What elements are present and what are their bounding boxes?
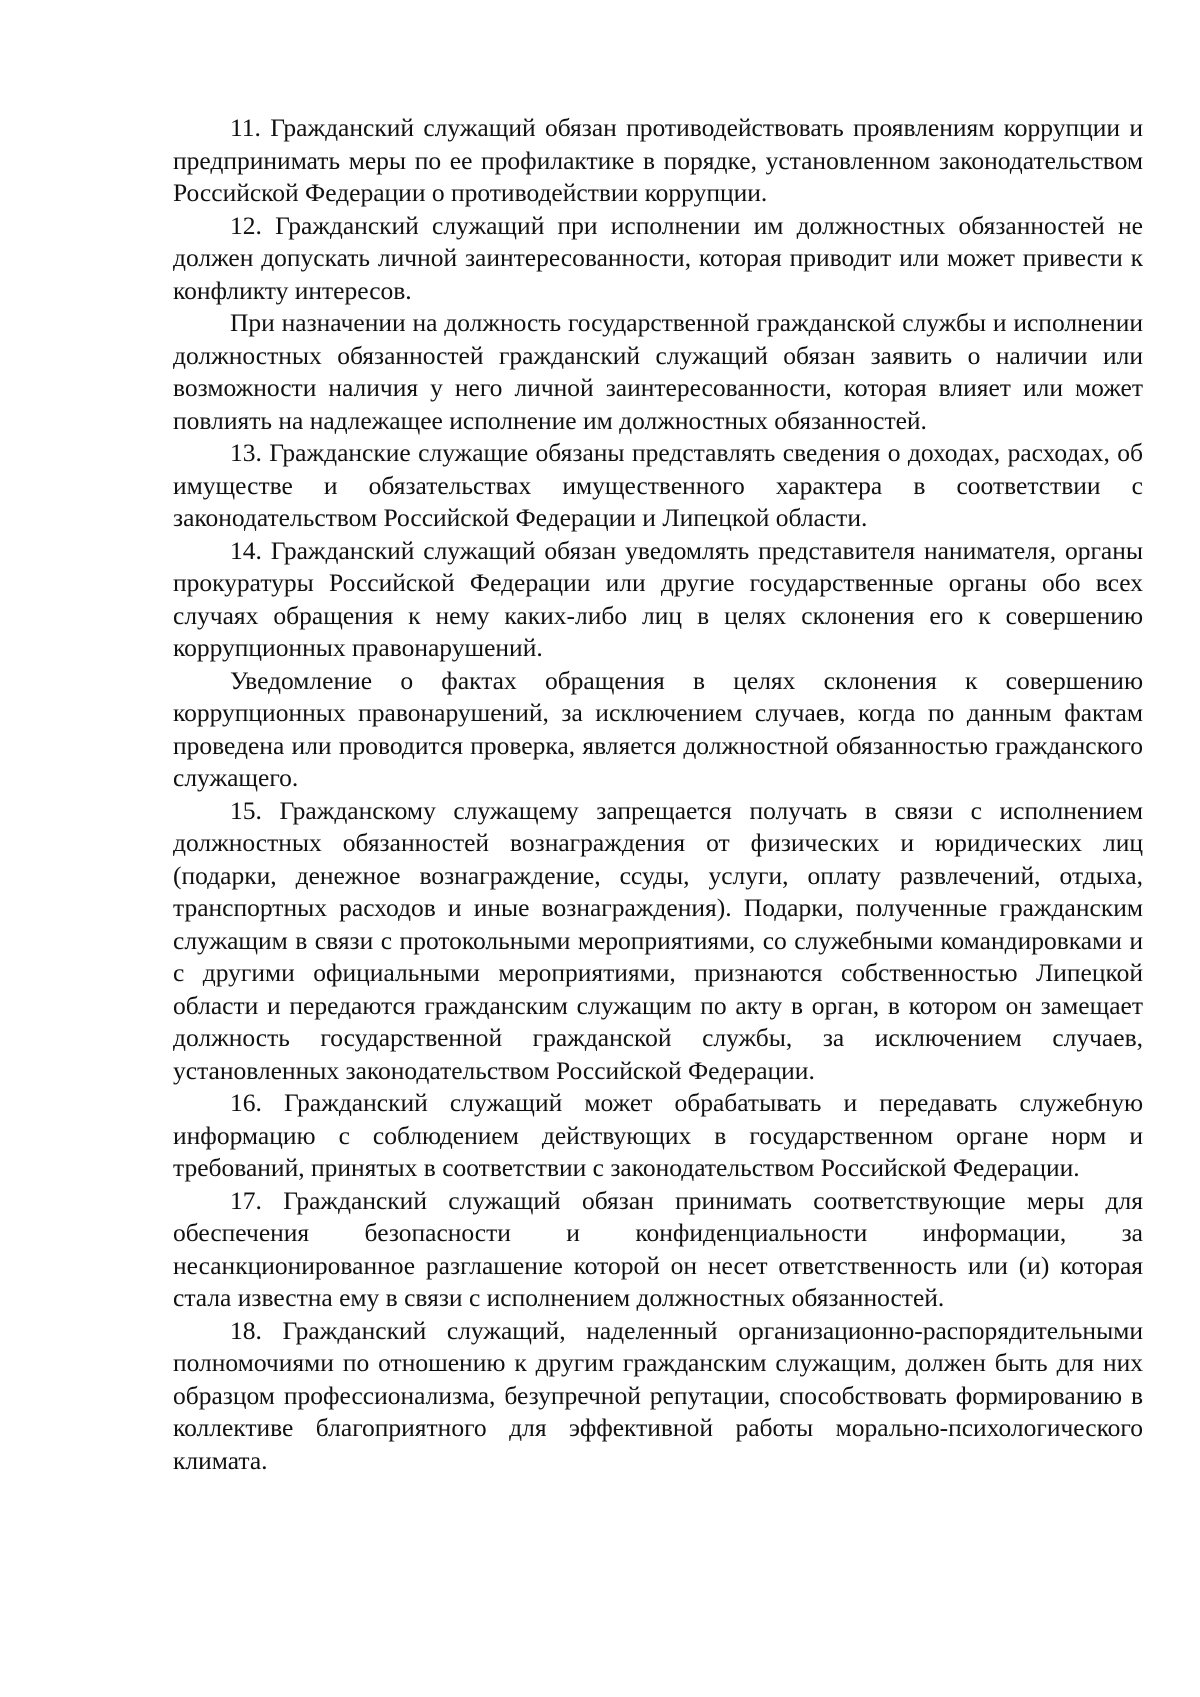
paragraph-11: 11. Гражданский служащий обязан противодействовать проявлениям коррупции и предпринимать меры по ее профилактике в порядке, установленном законодательством Российской Федерации о противодействии коррупции. [173, 113, 1143, 207]
paragraph-15: 15. Гражданскому служащему запрещается получать в связи с исполнением должностных обязанностей вознаграждения от физических и юридических лиц (подарки, денежное вознаграждение, ссуды, услуги, оплату развлечений, отдыха, транспортных расходов и иные вознаграждения). Подарки, полученные гражданским служащим в связи с протокольными мероприятиями, со служебными командировками и с другими официальными мероприятиями, признаются собственностью Липецкой области и передаются гражданским служащим по акту в орган, в котором он замещает должность государственной гражданской службы, за исключением случаев, установленных законодательством Российской Федерации. [173, 795, 1143, 1085]
paragraph-12: 12. Гражданский служащий при исполнении им должностных обязанностей не должен допускать личной заинтересованности, которая приводит или может привести к конфликту интересов. [173, 210, 1143, 305]
paragraph-13: 13. Гражданские служащие обязаны представлять сведения о доходах, расходах, об имуществе и обязательствах имущественного характера в соответствии с законодательством Российской Федерации и Липецкой области. [173, 438, 1143, 532]
paragraph-14-notification: Уведомление о фактах обращения в целях склонения к совершению коррупционных правонарушений, за исключением случаев, когда по данным фактам проведена или проводится проверка, является должностной обязанностью гражданского служащего. [173, 665, 1143, 792]
paragraph-18: 18. Гражданский служащий, наделенный организационно-распорядительными полномочиями по отношению к другим гражданским служащим, должен быть для них образцом профессионализма, безупречной репутации, способствовать формированию в коллективе благоприятного для эффективной работы морально-психологического климата. [173, 1315, 1143, 1475]
document-body [173, 112, 1143, 1477]
paragraph-12-appointment: При назначении на должность государственной гражданской службы и исполнении должностных обязанностей гражданский служащий обязан заявить о наличии или возможности наличия у него личной заинтересованности, которая влияет или может повлиять на надлежащее исполнение им должностных обязанностей. [173, 308, 1143, 435]
paragraph-17: 17. Гражданский служащий обязан принимать соответствующие меры для обеспечения безопасности и конфиденциальности информации, за несанкционированное разглашение которой он несет ответственность или (и) которая стала известна ему в связи с исполнением должностных обязанностей. [173, 1185, 1143, 1312]
paragraph-14: 14. Гражданский служащий обязан уведомлять представителя нанимателя, органы прокуратуры Российской Федерации или другие государственные органы обо всех случаях обращения к нему каких-либо лиц в целях склонения его к совершению коррупционных правонарушений. [173, 535, 1143, 662]
paragraph-16: 16. Гражданский служащий может обрабатывать и передавать служебную информацию с соблюдением действующих в государственном органе норм и требований, принятых в соответствии с законодательством Российской Федерации. [173, 1088, 1143, 1182]
